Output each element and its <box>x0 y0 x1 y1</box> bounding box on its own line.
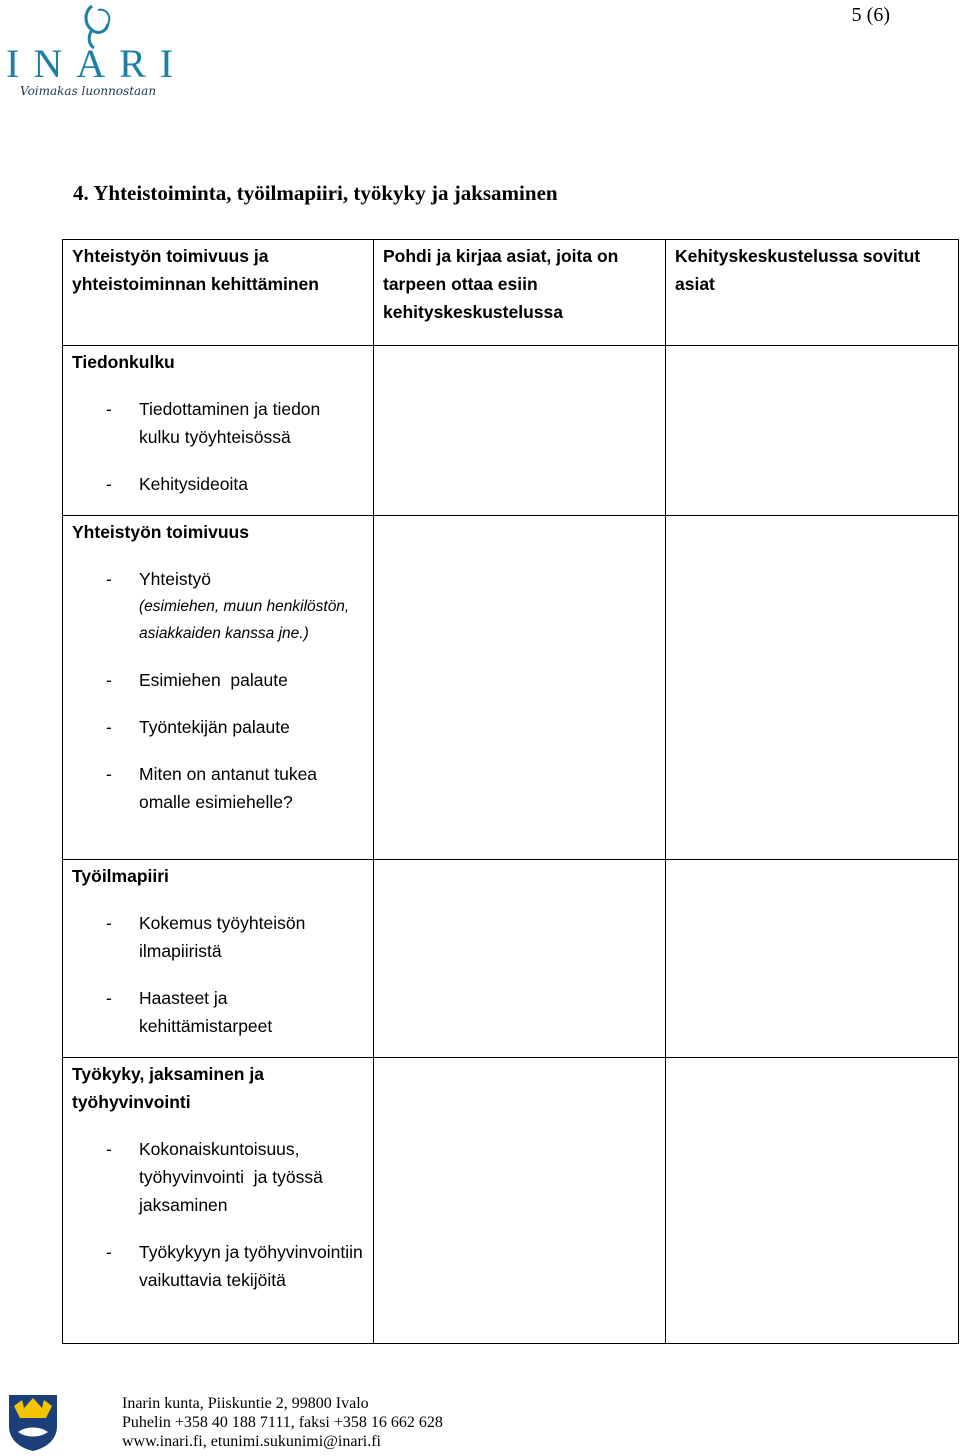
list-item: - Haasteet ja kehittämistarpeet <box>106 988 273 1036</box>
coat-of-arms-icon <box>6 1392 60 1452</box>
row-title: Yhteistyön toimivuus <box>72 522 249 542</box>
list-item-text: Kehitysideoita <box>139 474 248 494</box>
list-item-text: Kokonaiskuntoisuus, työhyvinvointi ja työssä jaksaminen <box>139 1139 333 1215</box>
footer-address: Inarin kunta, Piiskuntie 2, 99800 Ivalo <box>122 1395 369 1412</box>
list-item-text: Työkykyyn ja työhyvinvointiin vaikuttavia tekijöitä <box>139 1242 363 1290</box>
row-title: Tiedonkulku <box>72 352 175 372</box>
list-item-text: Kokemus työyhteisön ilmapiiristä <box>139 913 306 961</box>
header-topic: Yhteistyön toimivuus ja yhteistoiminnan kehittäminen <box>63 240 374 346</box>
section-title: 4. Yhteistoiminta, työilmapiiri, työkyky ja jaksaminen <box>73 181 558 205</box>
notes-cell[interactable] <box>374 346 666 516</box>
list-item: - Kokemus työyhteisön ilmapiiristä <box>106 913 306 961</box>
header-agreed: Kehityskeskustelussa sovitut asiat <box>666 240 959 346</box>
list-item: - Työkykyyn ja työhyvinvointiin vaikuttavia tekijöitä <box>106 1242 363 1290</box>
table-row-tiedonkulku <box>63 346 959 516</box>
topic-cell <box>63 1058 374 1344</box>
agreed-cell[interactable] <box>666 860 959 1058</box>
inari-logo <box>4 2 188 98</box>
topic-cell <box>63 860 374 1058</box>
list-item: - Miten on antanut tukea omalle esimiehelle? <box>106 764 318 812</box>
notes-cell[interactable] <box>374 516 666 860</box>
topic-cell <box>63 516 374 860</box>
row-title: Työkyky, jaksaminen ja työhyvinvointi <box>72 1064 264 1112</box>
agreed-cell[interactable] <box>666 346 959 516</box>
logo-wordmark: INARI <box>6 41 188 86</box>
table-row-tyokyky <box>63 1058 959 1344</box>
header-notes: Pohdi ja kirjaa asiat, joita on tarpeen ottaa esiin kehityskeskustelussa <box>374 240 666 346</box>
list-item: - Työntekijän palaute <box>106 717 290 737</box>
list-item: - Esimiehen palaute <box>106 670 288 690</box>
discussion-table <box>62 239 959 1344</box>
table-header-row <box>63 240 959 346</box>
logo-tagline: Voimakas luonnostaan <box>20 84 157 98</box>
list-item: - Tiedottaminen ja tiedon kulku työyhteisössä <box>106 399 321 447</box>
notes-cell[interactable] <box>374 860 666 1058</box>
topic-cell <box>63 346 374 516</box>
list-item-text: Työntekijän palaute <box>139 717 290 737</box>
list-item-note: (esimiehen, muun henkilöstön, asiakkaiden kanssa jne.) <box>139 598 350 642</box>
footer-contact <box>122 1394 443 1451</box>
list-item-text: Yhteistyö <box>139 569 211 589</box>
footer-web: www.inari.fi, etunimi.sukunimi@inari.fi <box>122 1433 381 1450</box>
list-item: - Kokonaiskuntoisuus, työhyvinvointi ja työssä jaksaminen <box>106 1139 333 1215</box>
list-item: - Yhteistyö (esimiehen, muun henkilöstön, asiakkaiden kanssa jne.) <box>72 565 364 647</box>
footer-phone: Puhelin +358 40 188 7111, faksi +358 16 662 628 <box>122 1414 443 1431</box>
row-title: Työilmapiiri <box>72 866 169 886</box>
list-item-text: Tiedottaminen ja tiedon kulku työyhteisössä <box>139 399 321 447</box>
agreed-cell[interactable] <box>666 1058 959 1344</box>
page-number: 5 (6) <box>851 4 890 26</box>
list-item-text: Miten on antanut tukea omalle esimiehelle? <box>139 764 318 812</box>
table-row-tyoilmapiiri <box>63 860 959 1058</box>
list-item-text: Haasteet ja kehittämistarpeet <box>139 988 273 1036</box>
notes-cell[interactable] <box>374 1058 666 1344</box>
list-item-text: Esimiehen palaute <box>139 670 288 690</box>
table-row-yhteistyo <box>63 516 959 860</box>
agreed-cell[interactable] <box>666 516 959 860</box>
list-item: - Kehitysideoita <box>106 474 248 494</box>
